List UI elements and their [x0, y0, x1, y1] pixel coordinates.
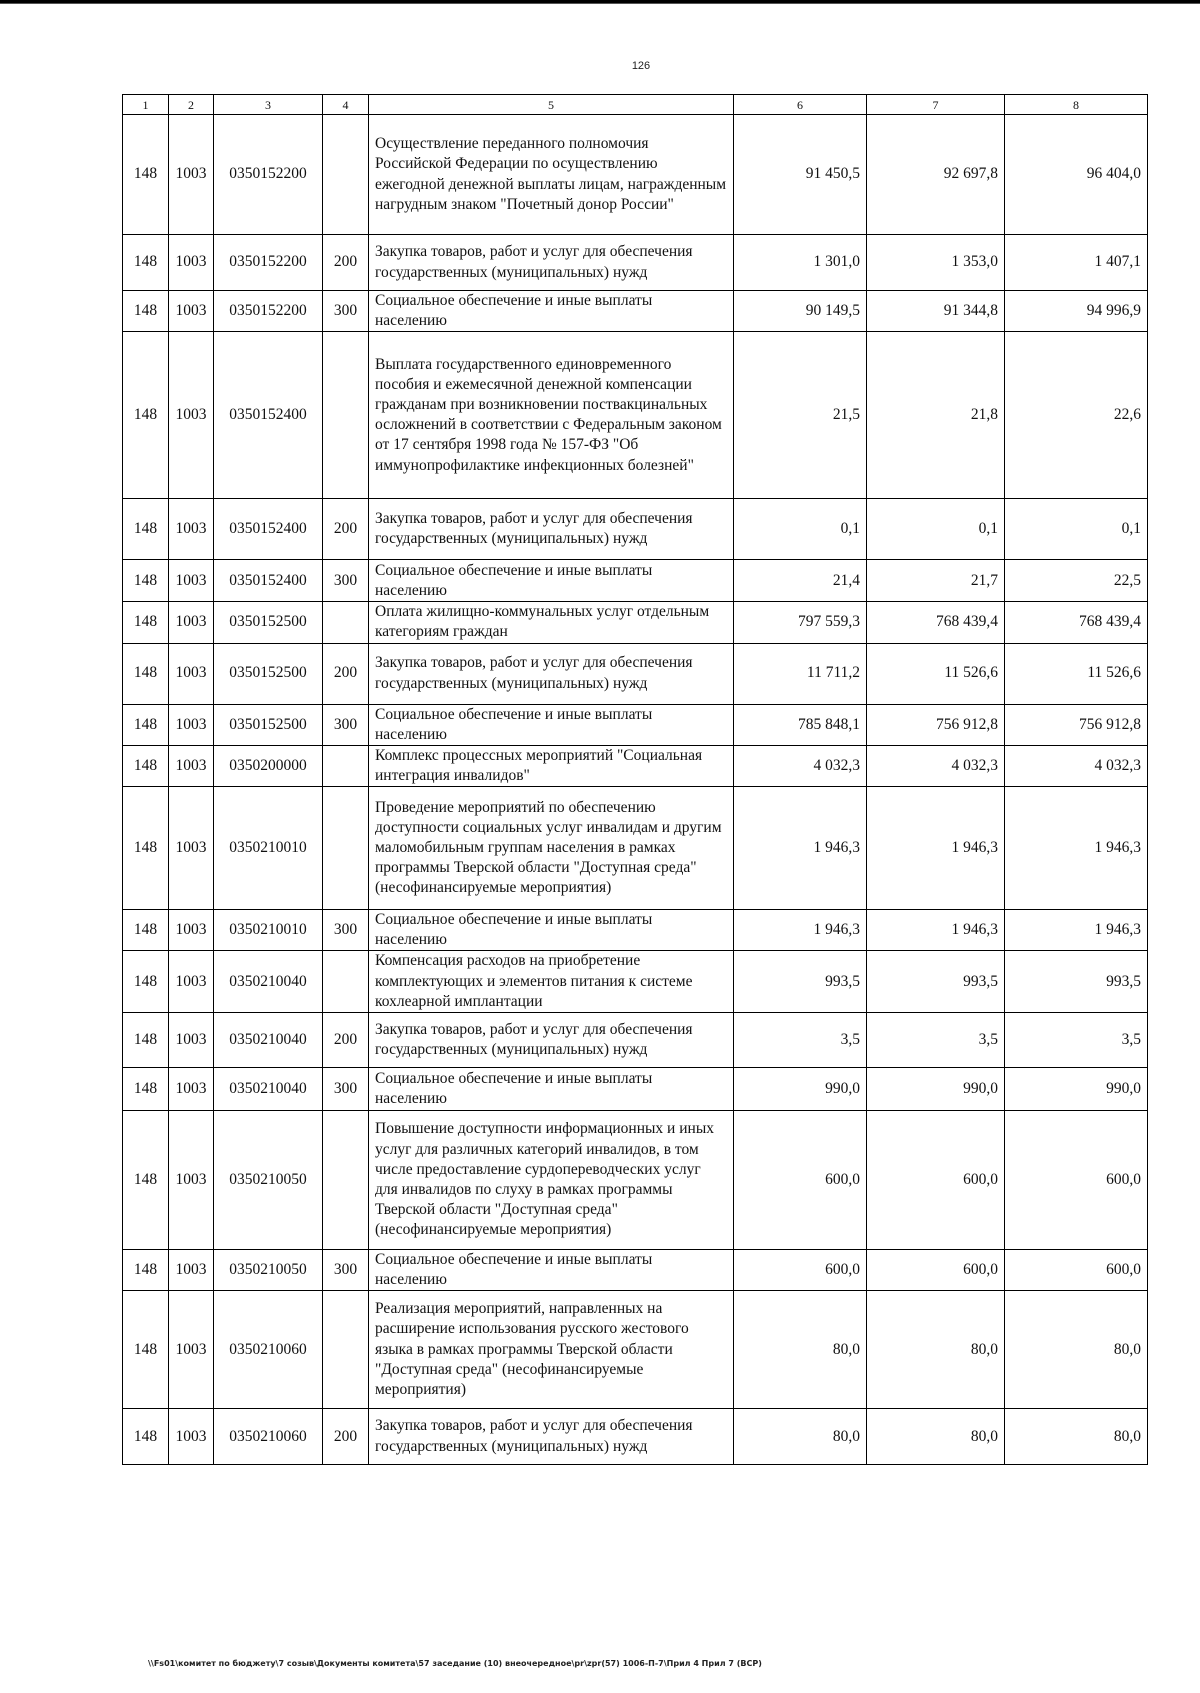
cell-amount-year3: 600,0 [1005, 1110, 1148, 1249]
cell-amount-year1: 993,5 [734, 951, 867, 1012]
cell-description: Социальное обеспечение и иные выплаты населению [369, 704, 734, 745]
table-row [123, 291, 1148, 332]
cell-expense-type [323, 602, 369, 643]
table-row [123, 332, 1148, 499]
cell-amount-year3: 80,0 [1005, 1409, 1148, 1465]
cell-target-article: 0350200000 [214, 745, 323, 786]
cell-description: Закупка товаров, работ и услуг для обеспечения государственных (муниципальных) нужд [369, 499, 734, 560]
cell-amount-year3: 1 946,3 [1005, 787, 1148, 910]
table-row [123, 951, 1148, 1012]
cell-description: Осуществление переданного полномочия Российской Федерации по осуществлению ежегодной денежной выплаты лицам, награжденным нагрудным знаком "Почетный донор России" [369, 115, 734, 235]
cell-amount-year1: 21,4 [734, 560, 867, 602]
cell-amount-year3: 756 912,8 [1005, 704, 1148, 745]
cell-amount-year2: 0,1 [867, 499, 1005, 560]
cell-amount-year1: 90 149,5 [734, 291, 867, 332]
cell-section-code: 1003 [169, 235, 214, 291]
cell-amount-year3: 11 526,6 [1005, 643, 1148, 704]
cell-amount-year1: 91 450,5 [734, 115, 867, 235]
cell-expense-type: 300 [323, 1249, 369, 1290]
cell-amount-year1: 11 711,2 [734, 643, 867, 704]
cell-target-article: 0350152200 [214, 115, 323, 235]
cell-grbs-code: 148 [123, 951, 169, 1012]
cell-amount-year1: 3,5 [734, 1012, 867, 1067]
cell-amount-year2: 92 697,8 [867, 115, 1005, 235]
cell-description: Социальное обеспечение и иные выплаты населению [369, 560, 734, 602]
cell-amount-year2: 21,8 [867, 332, 1005, 499]
cell-description: Комплекс процессных мероприятий "Социальная интеграция инвалидов" [369, 745, 734, 786]
column-header: 8 [1005, 95, 1148, 115]
cell-amount-year2: 4 032,3 [867, 745, 1005, 786]
table-row [123, 643, 1148, 704]
cell-amount-year3: 993,5 [1005, 951, 1148, 1012]
cell-expense-type: 300 [323, 291, 369, 332]
table-row [123, 1291, 1148, 1409]
cell-target-article: 0350152200 [214, 235, 323, 291]
cell-grbs-code: 148 [123, 332, 169, 499]
cell-grbs-code: 148 [123, 704, 169, 745]
cell-grbs-code: 148 [123, 1110, 169, 1249]
cell-amount-year3: 600,0 [1005, 1249, 1148, 1290]
cell-grbs-code: 148 [123, 602, 169, 643]
cell-section-code: 1003 [169, 1067, 214, 1110]
cell-target-article: 0350210010 [214, 910, 323, 951]
cell-section-code: 1003 [169, 1409, 214, 1465]
cell-section-code: 1003 [169, 291, 214, 332]
cell-section-code: 1003 [169, 332, 214, 499]
budget-table [122, 94, 1148, 1465]
cell-amount-year1: 785 848,1 [734, 704, 867, 745]
cell-description: Социальное обеспечение и иные выплаты населению [369, 291, 734, 332]
cell-section-code: 1003 [169, 787, 214, 910]
cell-grbs-code: 148 [123, 1249, 169, 1290]
cell-grbs-code: 148 [123, 291, 169, 332]
cell-section-code: 1003 [169, 951, 214, 1012]
cell-description: Закупка товаров, работ и услуг для обеспечения государственных (муниципальных) нужд [369, 643, 734, 704]
cell-description: Оплата жилищно-коммунальных услуг отдельным категориям граждан [369, 602, 734, 643]
table-row [123, 1110, 1148, 1249]
cell-amount-year1: 80,0 [734, 1291, 867, 1409]
table-row [123, 910, 1148, 951]
cell-grbs-code: 148 [123, 560, 169, 602]
cell-section-code: 1003 [169, 560, 214, 602]
cell-amount-year3: 768 439,4 [1005, 602, 1148, 643]
cell-description: Социальное обеспечение и иные выплаты населению [369, 910, 734, 951]
cell-target-article: 0350152500 [214, 704, 323, 745]
cell-expense-type [323, 745, 369, 786]
cell-expense-type: 300 [323, 1067, 369, 1110]
cell-amount-year3: 4 032,3 [1005, 745, 1148, 786]
cell-target-article: 0350210040 [214, 951, 323, 1012]
column-header: 5 [369, 95, 734, 115]
table-row [123, 560, 1148, 602]
cell-target-article: 0350152400 [214, 560, 323, 602]
cell-description: Закупка товаров, работ и услуг для обеспечения государственных (муниципальных) нужд [369, 235, 734, 291]
table-row [123, 1012, 1148, 1067]
cell-target-article: 0350210060 [214, 1291, 323, 1409]
cell-amount-year2: 768 439,4 [867, 602, 1005, 643]
cell-amount-year2: 80,0 [867, 1409, 1005, 1465]
cell-target-article: 0350152400 [214, 499, 323, 560]
cell-target-article: 0350210040 [214, 1067, 323, 1110]
cell-amount-year2: 80,0 [867, 1291, 1005, 1409]
cell-amount-year2: 91 344,8 [867, 291, 1005, 332]
cell-target-article: 0350152500 [214, 602, 323, 643]
cell-target-article: 0350152400 [214, 332, 323, 499]
cell-grbs-code: 148 [123, 499, 169, 560]
column-header: 4 [323, 95, 369, 115]
cell-target-article: 0350210050 [214, 1110, 323, 1249]
cell-amount-year2: 600,0 [867, 1110, 1005, 1249]
cell-expense-type: 200 [323, 643, 369, 704]
cell-expense-type: 200 [323, 1409, 369, 1465]
top-border-shadow [0, 3, 1200, 4]
cell-grbs-code: 148 [123, 910, 169, 951]
cell-description: Реализация мероприятий, направленных на расширение использования русского жестового языка в рамках программы Тверской области "Доступная среда" (несофинансируемые мероприятия) [369, 1291, 734, 1409]
cell-amount-year1: 1 946,3 [734, 910, 867, 951]
table-row [123, 115, 1148, 235]
cell-section-code: 1003 [169, 1249, 214, 1290]
cell-expense-type: 200 [323, 1012, 369, 1067]
cell-expense-type [323, 787, 369, 910]
cell-grbs-code: 148 [123, 1291, 169, 1409]
cell-section-code: 1003 [169, 745, 214, 786]
cell-section-code: 1003 [169, 115, 214, 235]
cell-grbs-code: 148 [123, 745, 169, 786]
table-row [123, 602, 1148, 643]
cell-description: Компенсация расходов на приобретение комплектующих и элементов питания к системе кохлеарной имплантации [369, 951, 734, 1012]
cell-amount-year2: 993,5 [867, 951, 1005, 1012]
page-number: 126 [631, 60, 651, 72]
cell-description: Закупка товаров, работ и услуг для обеспечения государственных (муниципальных) нужд [369, 1409, 734, 1465]
cell-section-code: 1003 [169, 643, 214, 704]
cell-amount-year1: 21,5 [734, 332, 867, 499]
cell-target-article: 0350152500 [214, 643, 323, 704]
cell-amount-year3: 22,5 [1005, 560, 1148, 602]
cell-target-article: 0350210060 [214, 1409, 323, 1465]
cell-amount-year2: 3,5 [867, 1012, 1005, 1067]
cell-description: Повышение доступности информационных и иных услуг для различных категорий инвалидов, в том числе предоставление сурдопереводческих услуг для инвалидов по слуху в рамках программы Тверской области "Доступная среда" (несофинансируемые мероприятия) [369, 1110, 734, 1249]
cell-amount-year1: 80,0 [734, 1409, 867, 1465]
table-row [123, 1249, 1148, 1290]
cell-grbs-code: 148 [123, 1012, 169, 1067]
cell-amount-year3: 96 404,0 [1005, 115, 1148, 235]
cell-target-article: 0350210040 [214, 1012, 323, 1067]
cell-expense-type: 200 [323, 499, 369, 560]
table-row [123, 787, 1148, 910]
cell-amount-year1: 797 559,3 [734, 602, 867, 643]
cell-amount-year1: 1 946,3 [734, 787, 867, 910]
cell-target-article: 0350210010 [214, 787, 323, 910]
column-header: 1 [123, 95, 169, 115]
cell-description: Социальное обеспечение и иные выплаты населению [369, 1067, 734, 1110]
cell-expense-type [323, 951, 369, 1012]
cell-amount-year3: 1 946,3 [1005, 910, 1148, 951]
cell-amount-year3: 3,5 [1005, 1012, 1148, 1067]
cell-amount-year1: 4 032,3 [734, 745, 867, 786]
cell-grbs-code: 148 [123, 1067, 169, 1110]
cell-expense-type [323, 332, 369, 499]
cell-amount-year3: 0,1 [1005, 499, 1148, 560]
cell-amount-year3: 1 407,1 [1005, 235, 1148, 291]
cell-grbs-code: 148 [123, 1409, 169, 1465]
cell-amount-year1: 990,0 [734, 1067, 867, 1110]
cell-amount-year2: 21,7 [867, 560, 1005, 602]
table-header-row [123, 95, 1148, 115]
cell-section-code: 1003 [169, 1012, 214, 1067]
cell-grbs-code: 148 [123, 115, 169, 235]
table-row [123, 745, 1148, 786]
cell-amount-year1: 1 301,0 [734, 235, 867, 291]
table-row [123, 1409, 1148, 1465]
cell-expense-type [323, 1291, 369, 1409]
cell-description: Социальное обеспечение и иные выплаты населению [369, 1249, 734, 1290]
column-header: 2 [169, 95, 214, 115]
table-row [123, 235, 1148, 291]
footer-file-path: \\Fs01\комитет по бюджету\7 созыв\Документы комитета\57 заседание (10) внеочередное\pr\zpr(57) 1006-П-7\Прил 4 Прил 7 (ВСР) [148, 1659, 762, 1668]
cell-amount-year2: 1 946,3 [867, 910, 1005, 951]
cell-target-article: 0350210050 [214, 1249, 323, 1290]
cell-section-code: 1003 [169, 704, 214, 745]
cell-section-code: 1003 [169, 1110, 214, 1249]
cell-expense-type: 300 [323, 704, 369, 745]
cell-grbs-code: 148 [123, 235, 169, 291]
cell-amount-year3: 990,0 [1005, 1067, 1148, 1110]
column-header: 6 [734, 95, 867, 115]
cell-amount-year2: 600,0 [867, 1249, 1005, 1290]
cell-amount-year1: 0,1 [734, 499, 867, 560]
cell-description: Проведение мероприятий по обеспечению доступности социальных услуг инвалидам и другим маломобильным группам населения в рамках программы Тверской области "Доступная среда" (несофинансируемые мероприятия) [369, 787, 734, 910]
cell-amount-year3: 80,0 [1005, 1291, 1148, 1409]
cell-description: Выплата государственного единовременного пособия и ежемесячной денежной компенсации гражданам при возникновении поствакцинальных осложнений в соответствии с Федеральным законом от 17 сентября 1998 года № 157-ФЗ "Об иммунопрофилактике инфекционных болезней" [369, 332, 734, 499]
cell-expense-type: 300 [323, 560, 369, 602]
cell-expense-type: 300 [323, 910, 369, 951]
cell-section-code: 1003 [169, 910, 214, 951]
cell-target-article: 0350152200 [214, 291, 323, 332]
cell-expense-type: 200 [323, 235, 369, 291]
cell-amount-year1: 600,0 [734, 1110, 867, 1249]
cell-section-code: 1003 [169, 1291, 214, 1409]
cell-amount-year2: 1 946,3 [867, 787, 1005, 910]
cell-grbs-code: 148 [123, 643, 169, 704]
cell-amount-year2: 990,0 [867, 1067, 1005, 1110]
cell-grbs-code: 148 [123, 787, 169, 910]
table-row [123, 499, 1148, 560]
cell-description: Закупка товаров, работ и услуг для обеспечения государственных (муниципальных) нужд [369, 1012, 734, 1067]
cell-amount-year3: 22,6 [1005, 332, 1148, 499]
cell-amount-year2: 11 526,6 [867, 643, 1005, 704]
cell-amount-year1: 600,0 [734, 1249, 867, 1290]
cell-section-code: 1003 [169, 602, 214, 643]
column-header: 7 [867, 95, 1005, 115]
cell-section-code: 1003 [169, 499, 214, 560]
cell-amount-year2: 1 353,0 [867, 235, 1005, 291]
cell-expense-type [323, 1110, 369, 1249]
cell-expense-type [323, 115, 369, 235]
cell-amount-year2: 756 912,8 [867, 704, 1005, 745]
cell-amount-year3: 94 996,9 [1005, 291, 1148, 332]
table-row [123, 1067, 1148, 1110]
column-header: 3 [214, 95, 323, 115]
table-row [123, 704, 1148, 745]
